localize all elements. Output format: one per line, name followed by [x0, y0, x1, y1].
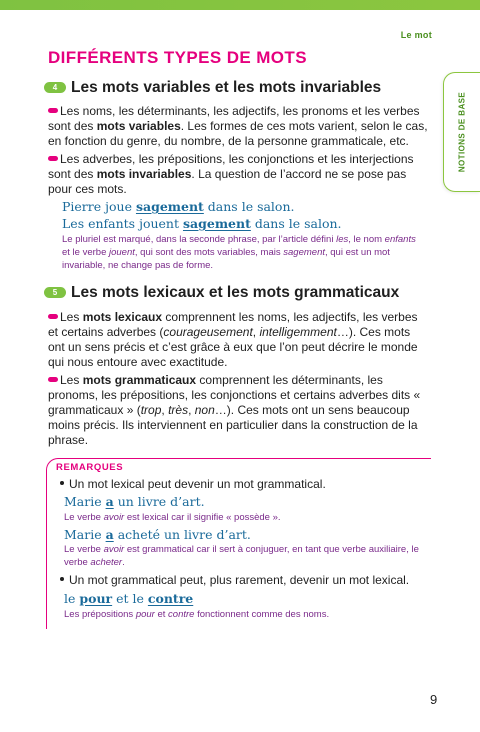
remark-explanation-1: Le verbe avoir est lexical car il signifie « possède ».: [64, 512, 281, 523]
section-5-heading: [44, 284, 399, 302]
bullet-dot-icon: [60, 481, 64, 485]
remark-explanation-3: Les prépositions pour et contre fonctionnent comme des noms.: [64, 609, 330, 620]
section-5-number: 5: [44, 287, 66, 298]
side-tab: [443, 72, 480, 192]
bullet-icon: [48, 156, 58, 161]
example-sentence-2: Les enfants jouent sagement dans le salon.: [62, 216, 342, 231]
example-sentence-1: Pierre joue sagement dans le salon.: [62, 199, 295, 214]
remark-example-3: le pour et le contre: [64, 591, 194, 606]
section-4-heading: [44, 79, 381, 97]
remark-example-1: Marie a un livre d’art.: [64, 494, 205, 509]
page-number: 9: [430, 692, 438, 707]
page-title: DIFFÉRENTS TYPES DE MOTS: [48, 48, 307, 67]
remark-explanation-2: Le verbe avoir est grammatical car il sert à conjuguer, en tant que verbe auxiliaire, le verbe acheter.: [64, 544, 419, 568]
running-title: Le mot: [400, 30, 432, 40]
top-color-band: [0, 0, 480, 10]
bullet-dot-icon: [60, 577, 64, 581]
section-4-title: Les mots variables et les mots invariables: [71, 79, 382, 96]
section-4-number: 4: [44, 82, 66, 93]
section-5-paragraph-2: Les mots grammaticaux comprennent les déterminants, les pronoms, les prépositions, les conjonctions et certains adverbes dits « grammaticaux » (trop, très, non…). Ces mots ont un sens beaucoup moins précis. Ils interviennent en particulier dans la construction de la phrase.: [48, 373, 421, 447]
side-tab-label: NOTIONS DE BASE: [457, 91, 467, 173]
bullet-icon: [48, 314, 58, 319]
section-5-title: Les mots lexicaux et les mots grammaticaux: [71, 284, 400, 301]
remark-item-1: Un mot lexical peut devenir un mot grammatical.: [60, 477, 326, 491]
section-5-paragraph-1: Les mots lexicaux comprennent les noms, les adjectifs, les verbes et certains adverbes (courageusement, intelligemment…). Ces mots ont un sens précis et c’est grâce à eux que l’on peut décrire le monde qui nous entoure avec exactitude.: [48, 310, 418, 369]
example-explanation: Le pluriel est marqué, dans la seconde phrase, par l’article défini les, le nom enfants et le verbe jouent, qui sont des mots variables, mais sagement, qui est un mot invariable, ne change pas de forme.: [62, 234, 416, 271]
section-4-paragraph-1: Les noms, les déterminants, les adjectifs, les pronoms et les verbes sont des mots variables. Les formes de ces mots varient, selon le cas, en fonction du genre, du nombre, de la personne grammaticale, etc.: [48, 104, 428, 148]
remark-example-2: Marie a acheté un livre d’art.: [64, 527, 251, 542]
remark-item-2: Un mot grammatical peut, plus rarement, devenir un mot lexical.: [60, 573, 409, 587]
bullet-icon: [48, 377, 58, 382]
bullet-icon: [48, 108, 58, 113]
section-4-paragraph-2: Les adverbes, les prépositions, les conjonctions et les interjections sont des mots invariables. La question de l’accord ne se pose pas pour ces mots.: [48, 152, 414, 196]
remarks-title: REMARQUES: [56, 462, 124, 473]
